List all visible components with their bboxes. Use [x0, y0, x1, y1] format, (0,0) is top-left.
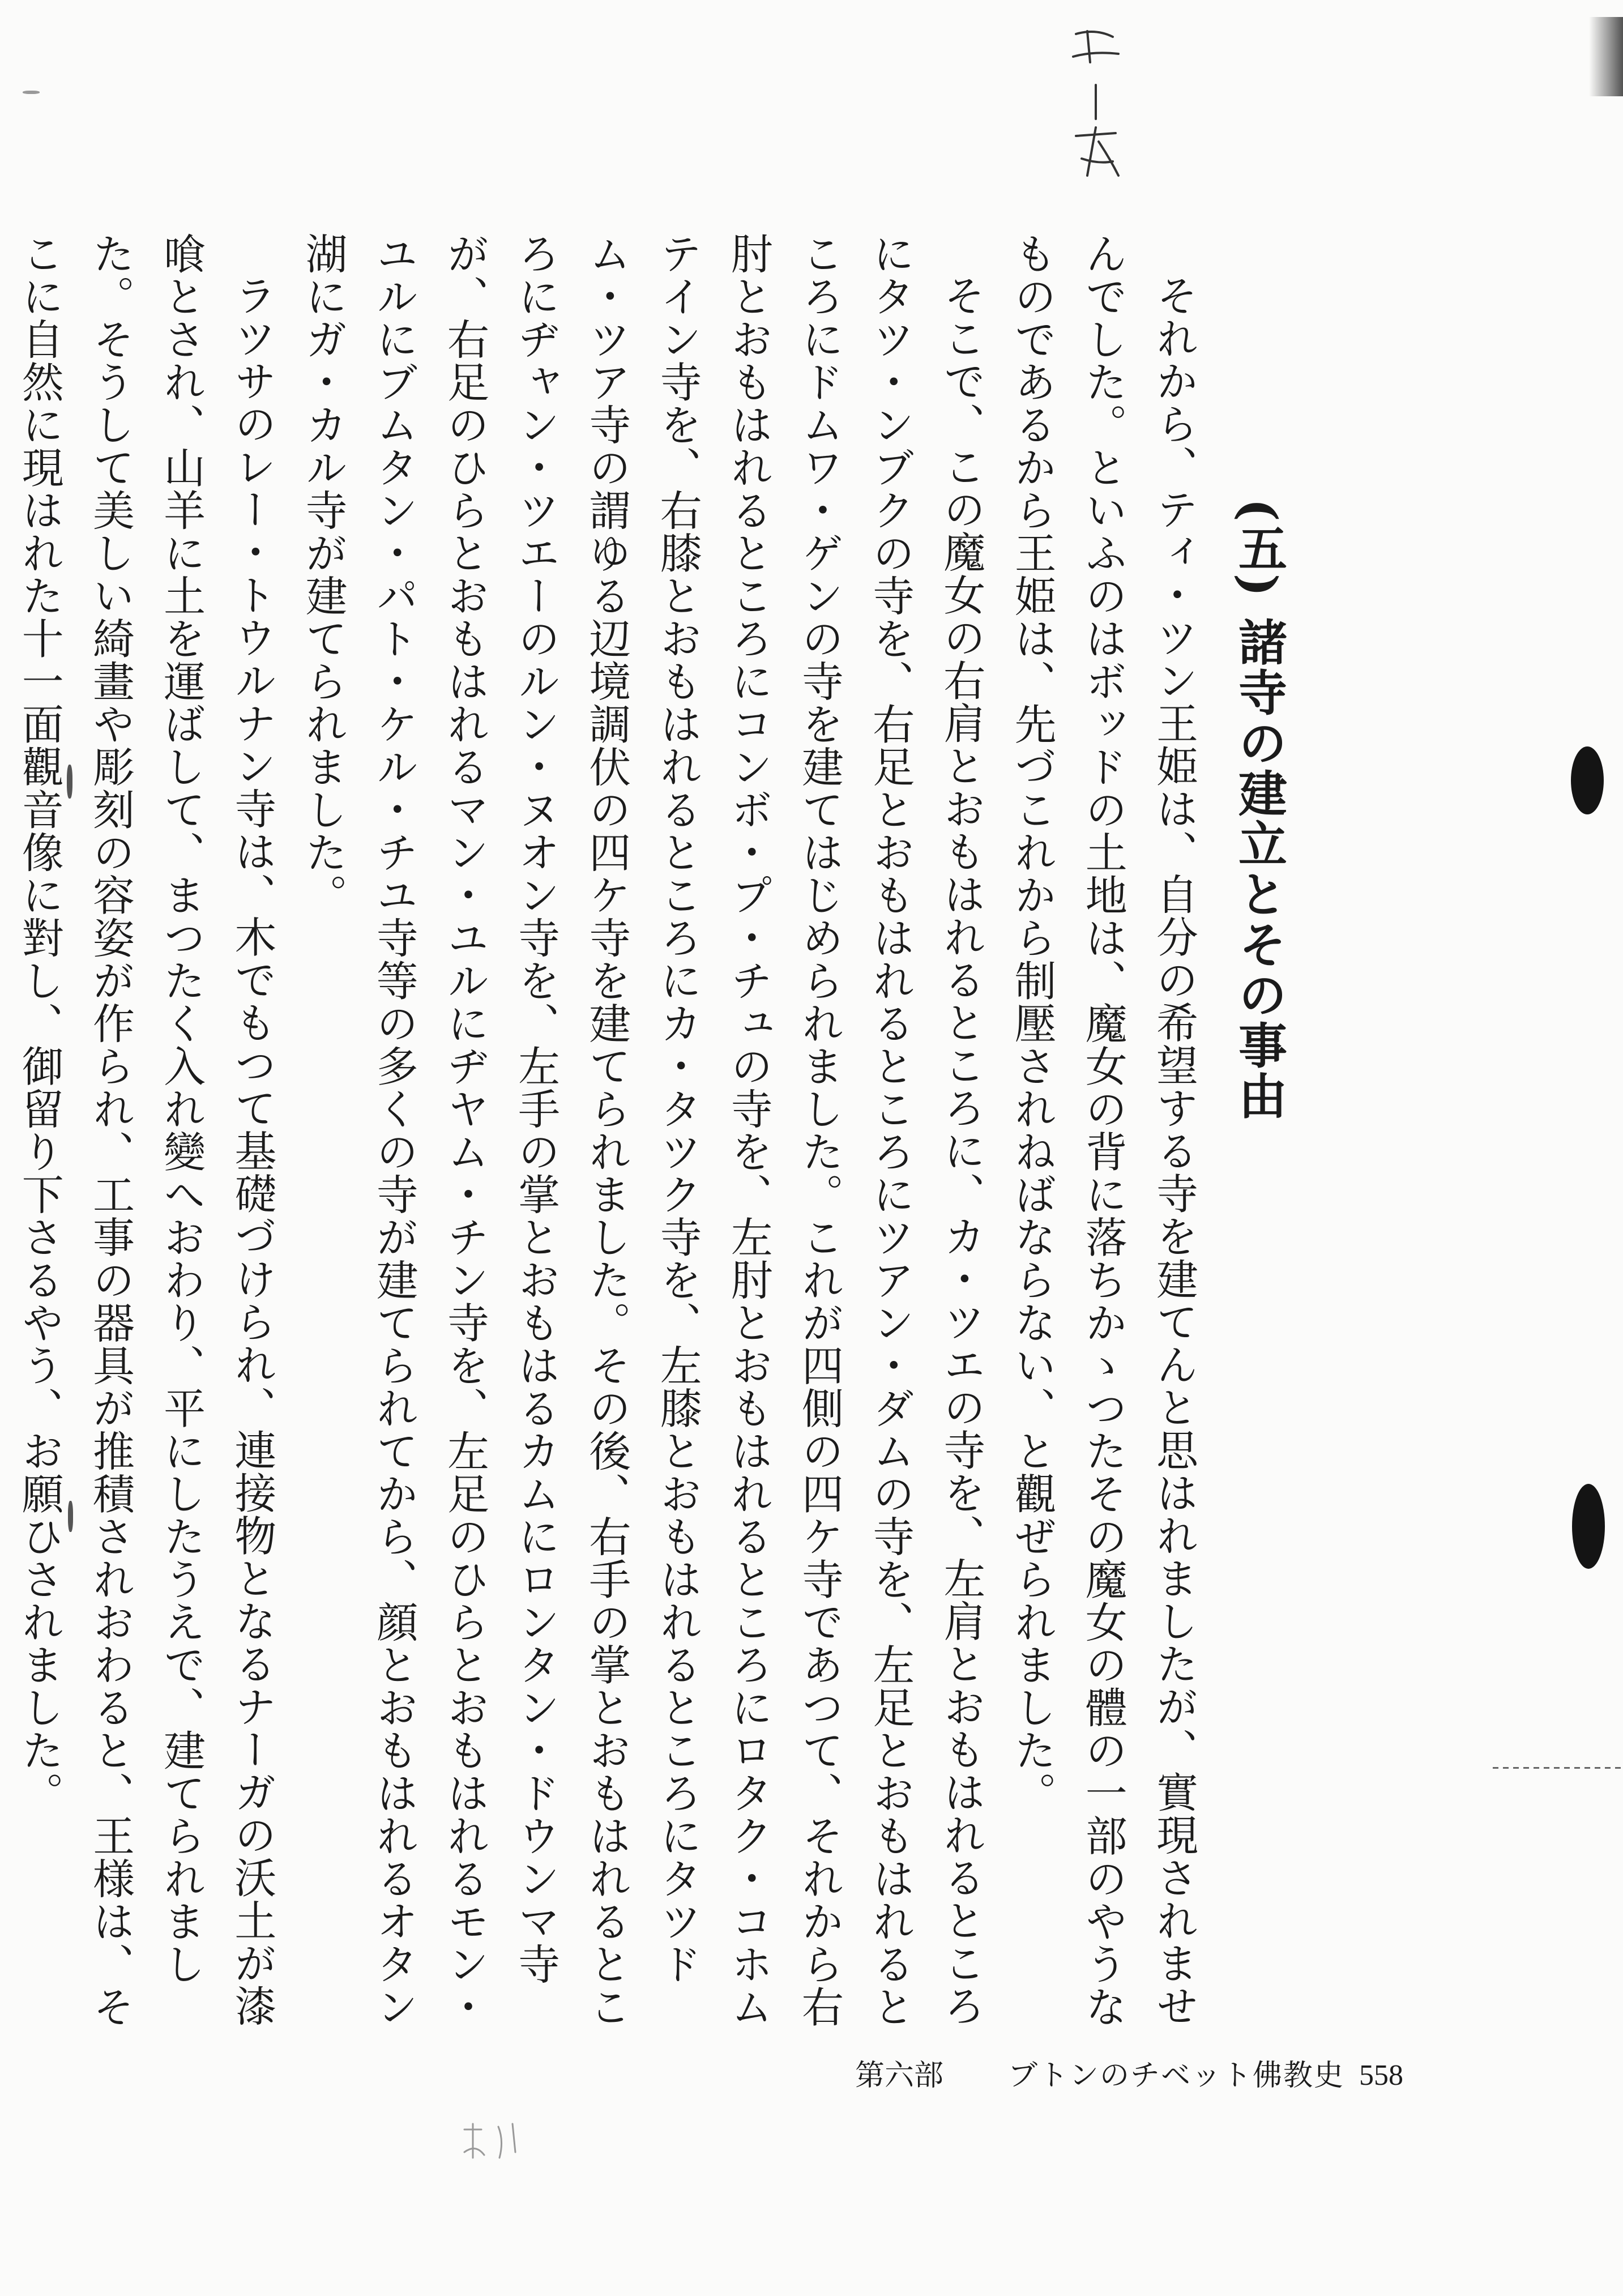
vertical-text-block	[15, 232, 1308, 2056]
ink-speck	[23, 91, 40, 94]
paragraph-2: そこで、この魔女の右肩とおもはれるところに、カ・ツエの寺を、左肩とおもはれるところにタツ・ンブクの寺を、右足とおもはれるところにツアン・ダムの寺を、左足とおもはれるところにドムワ・ゲンの寺を建てはじめられました。これが四側の四ケ寺であつて、それから右肘とおもはれるところにコンボ・プ・チュの寺を、左肘とおもはれるところにロタク・コホムテイン寺を、右膝とおもはれるところにカ・タツク寺を、左膝とおもはれるところにタツドム・ツア寺の謂ゆる辺境調伏の四ケ寺を建てられました。その後、右手の掌とおもはれるところにヂャン・ツエーのルン・ヌオン寺を、左手の掌とおもはるカムにロンタン・ドウンマ寺が、右足のひらとおもはれるマン・ユルにヂヤム・チン寺を、左足のひらとおもはれるモン・ユルにブムタン・パト・ケル・チユ寺等の多くの寺が建てられてから、顔とおもはれるオタン湖にガ・カル寺が建てられました。	[298, 232, 986, 2028]
footer-book-title: ブトンのチベット佛教史	[1008, 2059, 1345, 2093]
paragraph-4	[0, 232, 4, 2056]
page-number: 558	[1359, 2059, 1403, 2092]
scan-edge-dashes	[1493, 1767, 1623, 1769]
binding-hole-upper	[1571, 746, 1604, 814]
scan-edge-shadow	[1589, 17, 1623, 96]
handwritten-annotation-bottom	[459, 2118, 544, 2163]
binding-hole-lower	[1572, 1484, 1605, 1569]
paragraph-3: ラツサのレー・トウルナン寺は、木でもつて基礎づけられ、連接物となるナーガの沃土が漆喰とされ、山羊に土を運ばして、まつたく入れ變へおわり、平にしたうえで、建てられました。そうして美しい綺畫や彫刻の容姿が作られ、工事の器具が推積されおわると、王様は、そこに自然に現はれた十一面觀音像に對し、御留り下さるやう、お願ひされました。	[15, 232, 277, 2028]
paragraph-1: それから、ティ・ツン王姫は、自分の希望する寺を建てんと思はれましたが、實現されませんでした。といふのはボッドの土地は、魔女の背に落ちかゝつたその魔女の體の一部のやうなものであるから王姫は、先づこれから制壓されねばならない、と觀ぜられました。	[1007, 232, 1198, 2028]
footer-part: 第六部	[855, 2059, 944, 2093]
handwritten-annotation	[1065, 23, 1127, 193]
page-footer	[815, 2056, 1410, 2096]
section-heading: (五) 諸寺の建立とその事由	[1230, 498, 1287, 1121]
